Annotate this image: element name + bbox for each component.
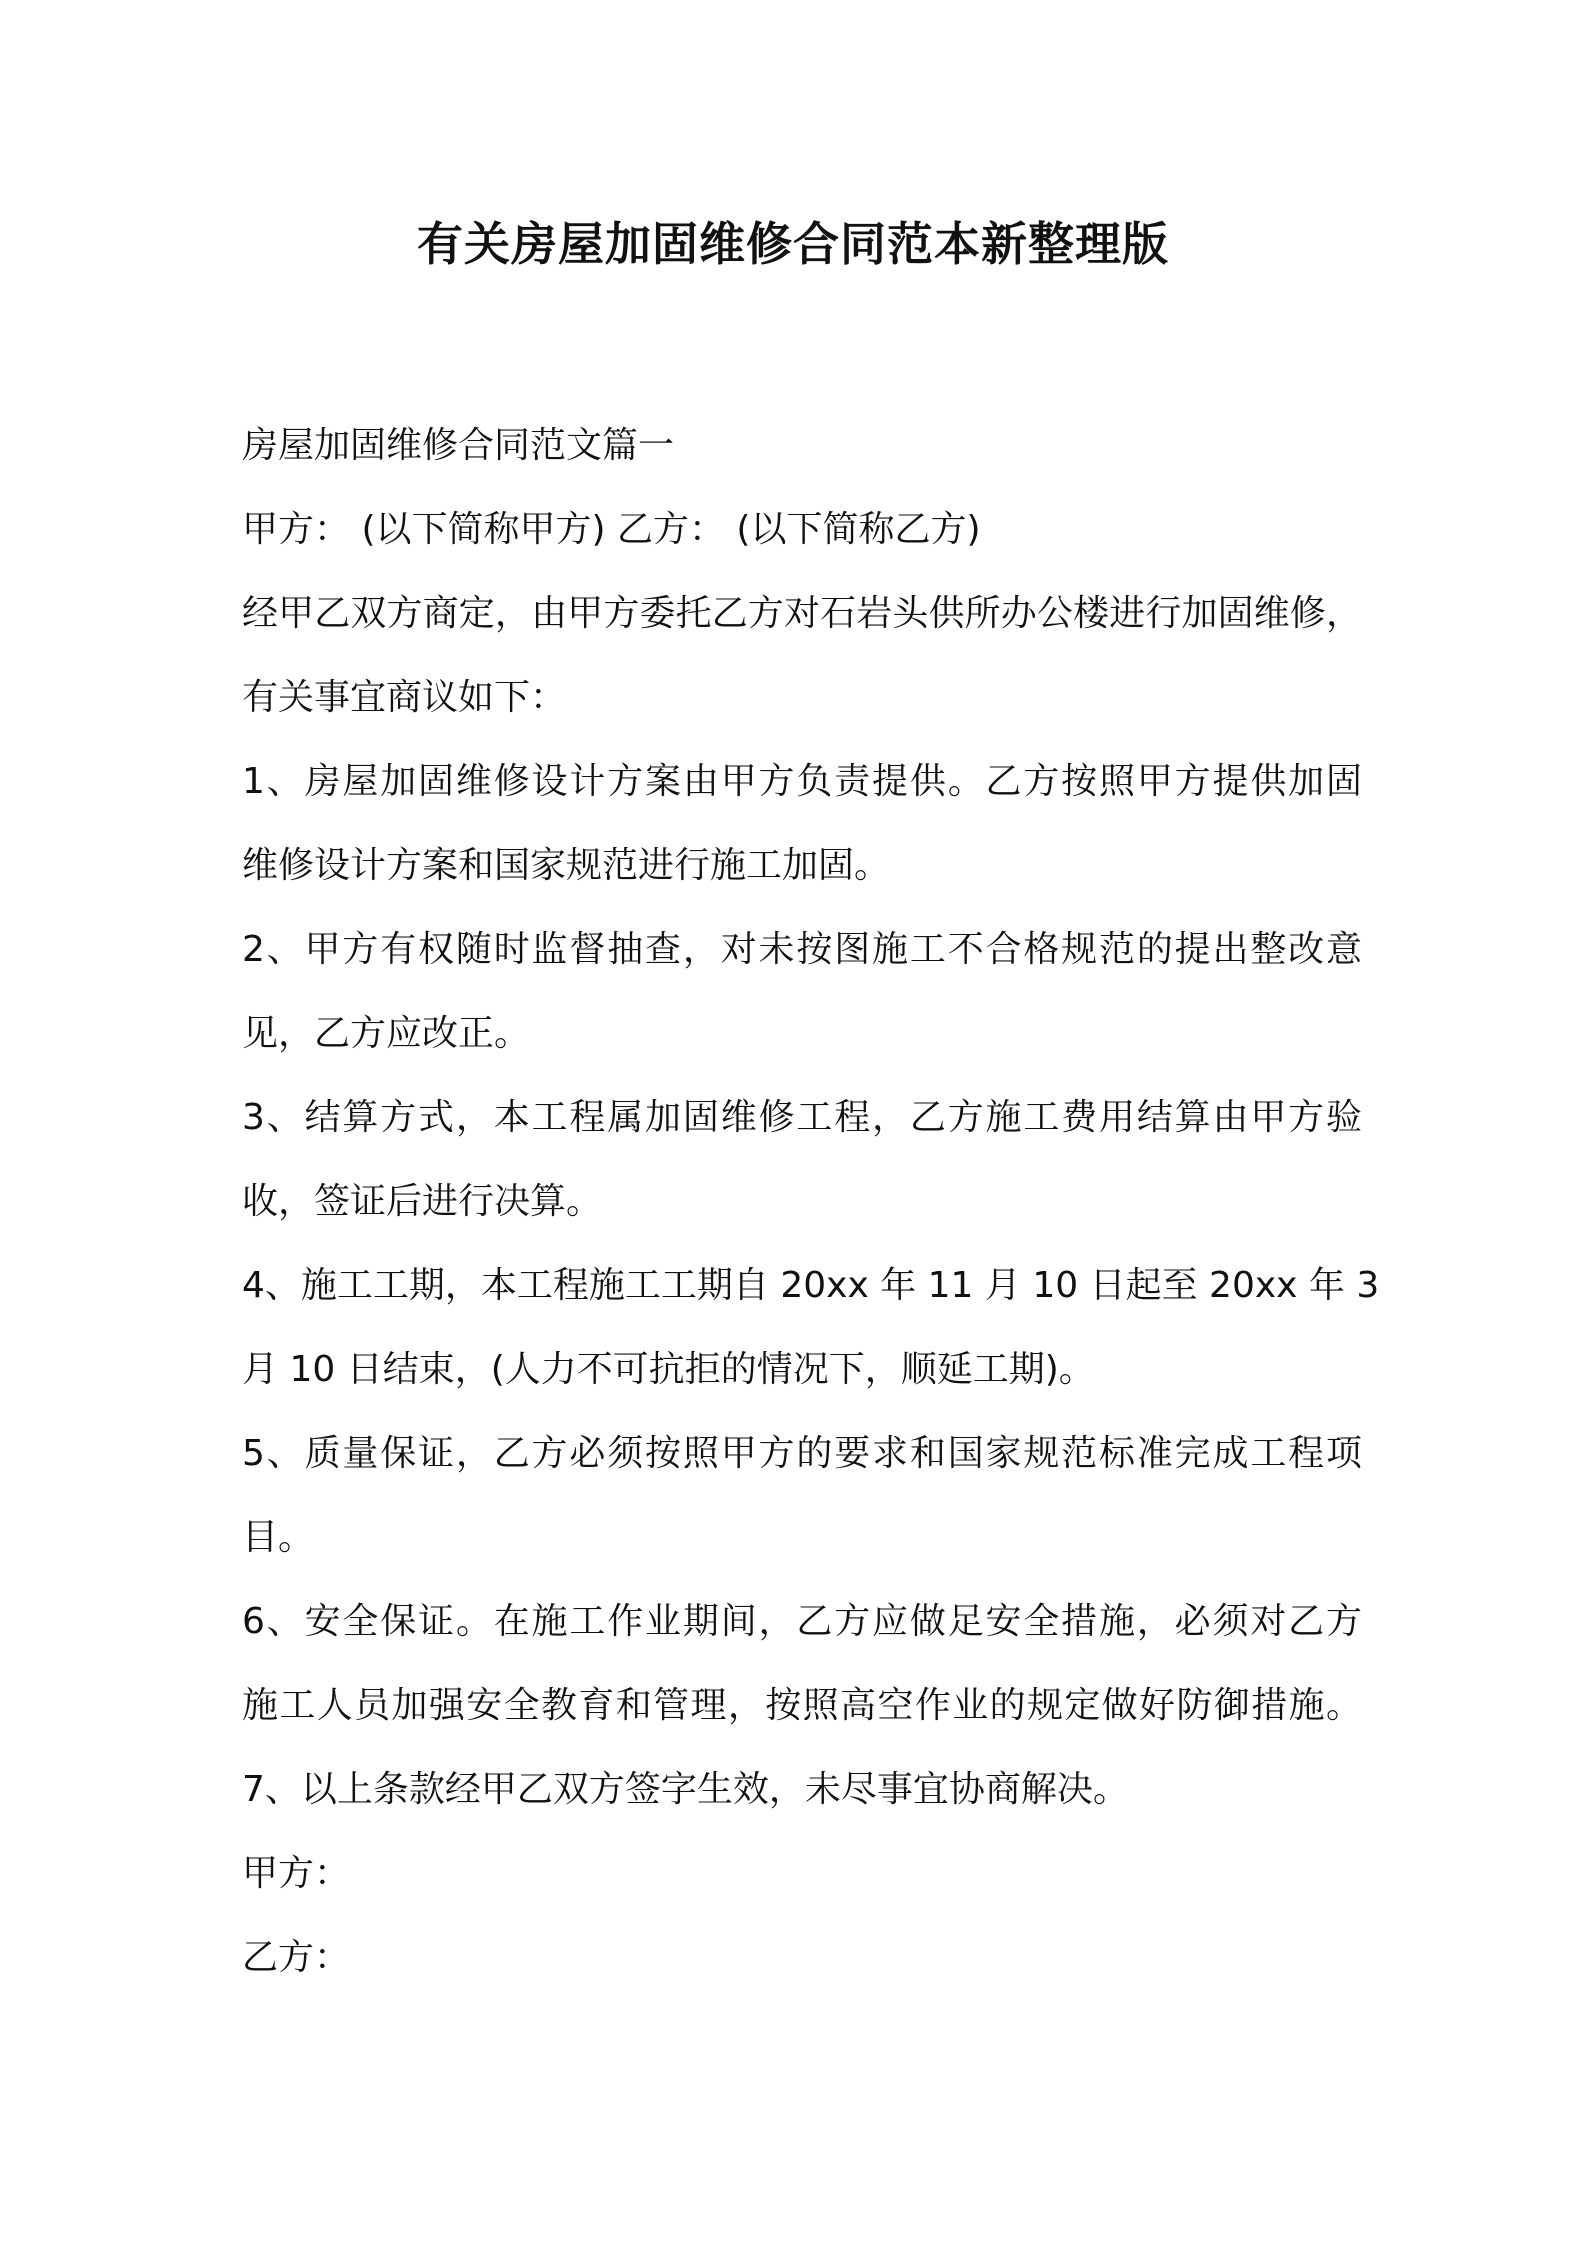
- document-body: [242, 404, 1380, 2000]
- clause-1-line: 维修设计方案和国家规范进行施工加固。: [242, 845, 891, 886]
- paragraph-line: 经甲乙双方商定，由甲方委托乙方对石岩头供所办公楼进行加固维修，: [242, 593, 1362, 634]
- section-heading: 房屋加固维修合同范文篇一: [242, 425, 675, 466]
- clause-2-line: 2、甲方有权随时监督抽查，对未按图施工不合格规范的提出整改意: [242, 929, 1362, 970]
- clause-3-line: 收，签证后进行决算。: [242, 1181, 603, 1222]
- document-title: 有关房屋加固维修合同范本新整理版: [417, 217, 1169, 271]
- clause-6-line: 施工人员加强安全教育和管理，按照高空作业的规定做好防御措施。: [242, 1685, 1362, 1726]
- party-a-signature-label: 甲方：: [242, 1853, 351, 1894]
- clause-4-line: 月 10 日结束，(人力不可抗拒的情况下，顺延工期)。: [242, 1349, 1095, 1390]
- party-b-signature-label: 乙方：: [242, 1937, 351, 1978]
- clause-5-line: 目。: [242, 1517, 315, 1558]
- clause-5-line: 5、质量保证，乙方必须按照甲方的要求和国家规范标准完成工程项: [242, 1433, 1362, 1474]
- paragraph-line: 有关事宜商议如下：: [242, 677, 567, 718]
- clause-4-line: 4、施工工期，本工程施工工期自 20xx 年 11 月 10 日起至 20xx 年 3: [242, 1265, 1380, 1306]
- clause-2-line: 见，乙方应改正。: [242, 1013, 531, 1054]
- clause-7-line: 7、以上条款经甲乙双方签字生效，未尽事宜协商解决。: [242, 1769, 1129, 1810]
- clause-1-line: 1、房屋加固维修设计方案由甲方负责提供。乙方按照甲方提供加固: [242, 761, 1362, 802]
- party-names-line: 甲方： (以下简称甲方) 乙方： (以下简称乙方): [242, 509, 981, 550]
- clause-3-line: 3、结算方式，本工程属加固维修工程，乙方施工费用结算由甲方验: [242, 1097, 1362, 1138]
- clause-6-line: 6、安全保证。在施工作业期间，乙方应做足安全措施，必须对乙方: [242, 1601, 1362, 1642]
